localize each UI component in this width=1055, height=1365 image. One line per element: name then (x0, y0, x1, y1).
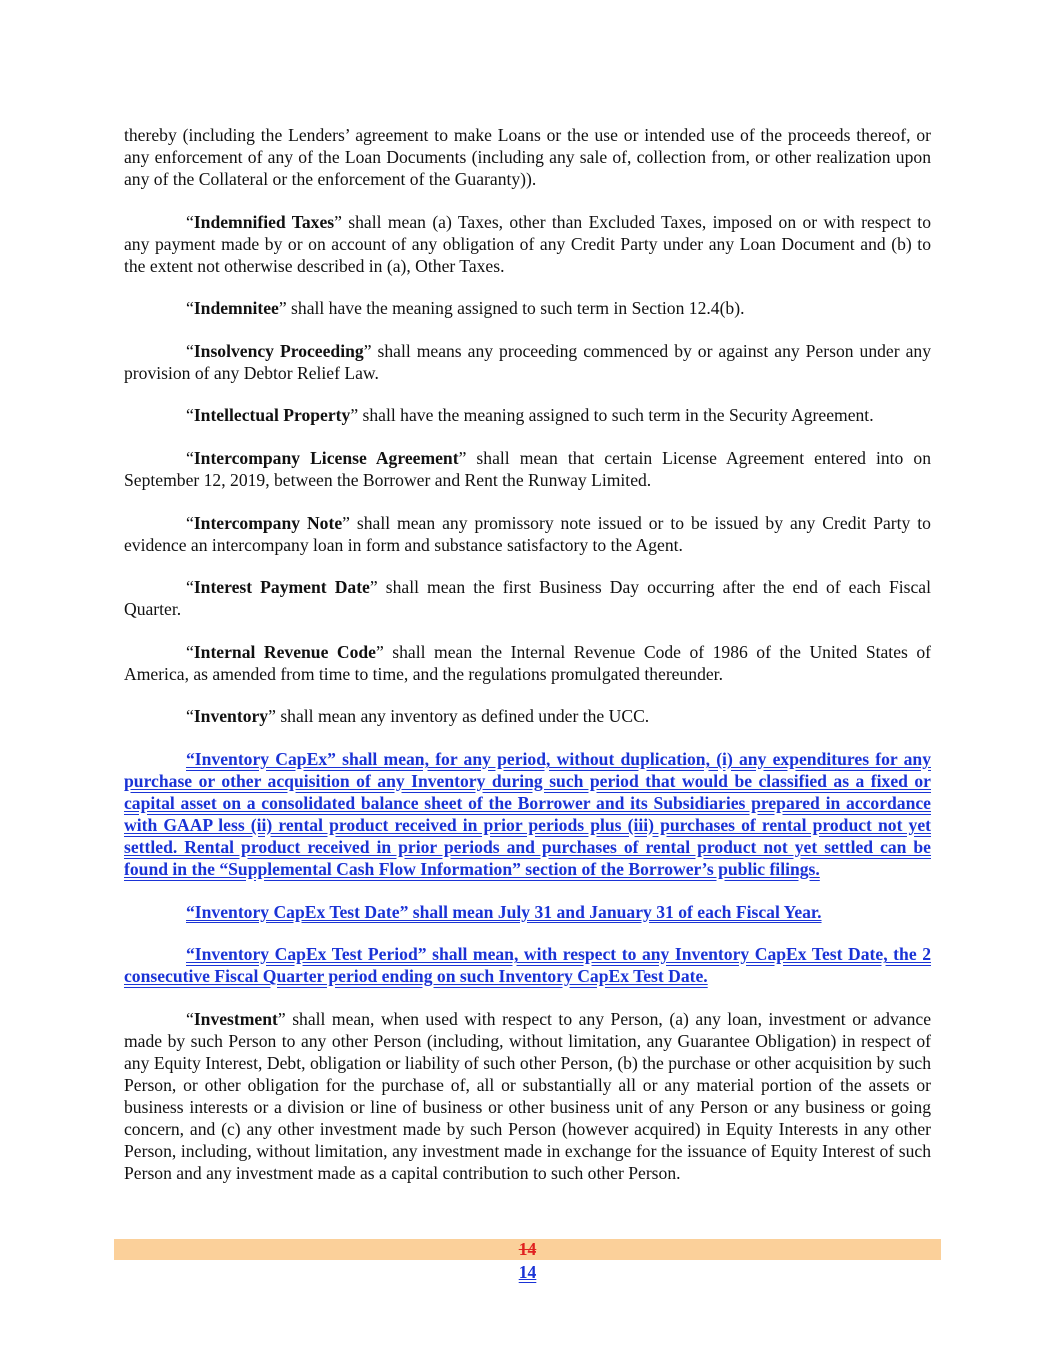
defined-term: Intellectual Property (193, 405, 351, 426)
definition-intercompany-license-agreement (124, 447, 931, 491)
inserted-text: “Inventory CapEx Test Date” shall mean July 31 and January 31 of each Fiscal Year. (186, 901, 822, 922)
defined-term: Intercompany License Agreement (193, 447, 459, 468)
definition-indemnitee (124, 297, 931, 319)
open-quote: “ (186, 512, 194, 533)
definition-body: ” shall have the meaning assigned to such term in the Security Agreement. (350, 405, 874, 426)
defined-term: Investment (193, 1008, 278, 1029)
definition-internal-revenue-code (124, 641, 931, 685)
definition-intercompany-note (124, 512, 931, 556)
defined-term: Intercompany Note (193, 512, 343, 533)
inserted-definition-inventory-capex (124, 748, 931, 880)
defined-term: Indemnified Taxes (193, 211, 335, 232)
definition-body: ” shall mean, when used with respect to any Person, (a) any loan, investment or advance made by such Person to any other Person (including, without limitation, any Guarantee Obligation) in respect of any Equity Interest, Debt, obligation or liability of such other Person, (b) the purchase or other acquisition by such Person, or other obligation for the purchase of, all or substantially all or any material portion of the assets or business interests or a division or line of business or other business unit of any Person or any business or going concern, and (c) any other investment made by such Person (however acquired) in Equity Interests in any other Person, including, without limitation, any investment made in exchange for the issuance of Equity Interest of such Person and any investment made as a capital contribution to such other Person. (124, 1008, 931, 1183)
definition-body: ” shall mean (a) Taxes, other than Excluded Taxes, imposed on or with respect to any payment made by or on account of any obligation of any Credit Party under any Loan Document and (b) to the extent not otherwise described in (a), Other Taxes. (124, 211, 931, 276)
defined-term: Internal Revenue Code (193, 641, 376, 662)
inserted-definition-inventory-capex-test-period (124, 943, 931, 987)
definition-insolvency-proceeding (124, 340, 931, 384)
definition-intellectual-property (124, 404, 931, 426)
inserted-page-number: 14 (518, 1262, 537, 1282)
defined-term: Insolvency Proceeding (193, 340, 364, 361)
open-quote: “ (186, 211, 194, 232)
open-quote: “ (186, 447, 194, 468)
open-quote: “ (186, 298, 194, 319)
definition-body: ” shall mean the Internal Revenue Code of 1986 of the United States of America, as amended from time to time, and the regulations promulgated thereunder. (124, 641, 931, 684)
definition-body: ” shall means any proceeding commenced by or against any Person under any provision of any Debtor Relief Law. (124, 340, 931, 383)
definition-body: ” shall mean the first Business Day occurring after the end of each Fiscal Quarter. (124, 577, 931, 620)
open-quote: “ (186, 1008, 194, 1029)
inserted-definition-inventory-capex-test-date (124, 901, 931, 923)
definition-body: ” shall mean that certain License Agreement entered into on September 12, 2019, between the Borrower and Rent the Runway Limited. (124, 447, 931, 490)
open-quote: “ (186, 405, 194, 426)
deleted-page-number: 14 (518, 1239, 537, 1259)
definition-investment (124, 1008, 931, 1184)
defined-term: Inventory (193, 706, 269, 727)
continuation-paragraph: thereby (including the Lenders’ agreement to make Loans or the use or intended use of the proceeds thereof, or any enforcement of any of the Loan Documents (including any sale of, collection from, or other realization upon any of the Collateral or the enforcement of the Guaranty)). (124, 125, 931, 189)
definition-indemnified-taxes (124, 211, 931, 277)
definition-body: ” shall mean any promissory note issued or to be issued by any Credit Party to evidence an intercompany loan in form and substance satisfactory to the Agent. (124, 512, 931, 555)
open-quote: “ (186, 706, 194, 727)
inserted-text: “Inventory CapEx Test Period” shall mean, with respect to any Inventory CapEx Test Date, the 2 consecutive Fiscal Quarter period ending on such Inventory CapEx Test Date. (124, 944, 931, 987)
definition-body: ” shall have the meaning assigned to such term in Section 12.4(b). (278, 298, 745, 319)
definition-interest-payment-date (124, 576, 931, 620)
inserted-text: “Inventory CapEx” shall mean, for any period, without duplication, (i) any expenditures for any purchase or other acquisition of any Inventory during such period that would be classified as a fixed or capital asset on a consolidated balance sheet of the Borrower and its Subsidiaries prepared in accordance with GAAP less (ii) rental product received in prior periods plus (iii) purchases of rental product not yet settled. Rental product received in prior periods and purchases of rental product not yet settled can be found in the “Supplemental Cash Flow Information” section of the Borrower’s public filings. (124, 748, 931, 879)
open-quote: “ (186, 577, 194, 598)
defined-term: Interest Payment Date (193, 577, 370, 598)
open-quote: “ (186, 641, 194, 662)
open-quote: “ (186, 340, 194, 361)
document-body (124, 124, 931, 1204)
definition-body: ” shall mean any inventory as defined under the UCC. (268, 706, 650, 727)
defined-term: Indemnitee (193, 298, 279, 319)
definition-inventory (124, 705, 931, 727)
